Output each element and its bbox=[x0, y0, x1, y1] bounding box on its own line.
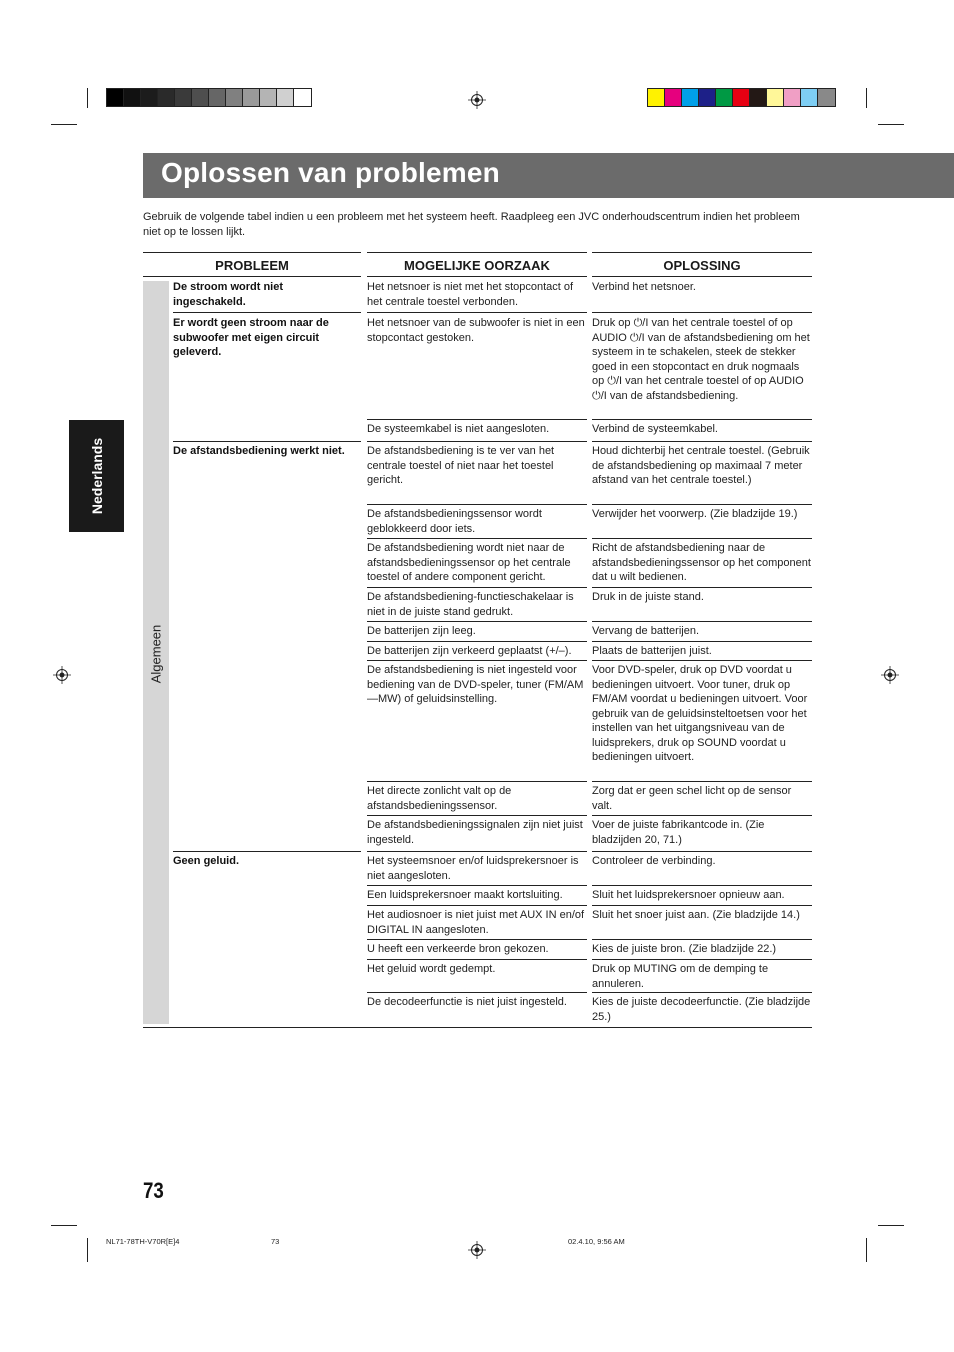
color-swatch bbox=[784, 89, 801, 106]
cause-cell: De systeemkabel is niet aangesloten. bbox=[367, 423, 550, 435]
cause-cell: Het netsnoer van de subwoofer is niet in een stopcontact gestoken. bbox=[367, 317, 585, 344]
page-title: Oplossen van problemen bbox=[161, 157, 500, 188]
registration-mark-icon bbox=[468, 91, 486, 109]
intro-text: Gebruik de volgende tabel indien u een probleem met het systeem heeft. Raadpleeg een JVC onderhoudscentrum indien het probleem niet op te lossen lijkt. bbox=[143, 211, 800, 238]
row-divider bbox=[592, 419, 812, 420]
cause-cell: Een luidsprekersnoer maakt kortsluiting. bbox=[367, 889, 563, 901]
solution-cell: Houd dichterbij het centrale toestel. (Gebruik de afstandsbediening op maximaal 7 meter afstand van het centrale toestel.) bbox=[592, 445, 810, 486]
color-swatch bbox=[699, 89, 716, 106]
solution-cell: Sluit het luidsprekersnoer opnieuw aan. bbox=[592, 889, 785, 901]
row-divider bbox=[367, 660, 587, 661]
category-label: Algemeen bbox=[148, 624, 164, 684]
cause-cell: De afstandsbediening wordt niet naar de afstandsbedieningssensor op het centrale toestel of andere component gericht. bbox=[367, 542, 571, 583]
row-divider bbox=[592, 851, 812, 852]
gray-swatch bbox=[294, 89, 311, 106]
cause-cell: De batterijen zijn verkeerd geplaatst (+/–). bbox=[367, 645, 572, 657]
crop-mark bbox=[87, 1238, 88, 1262]
row-divider bbox=[367, 312, 587, 313]
cause-cell: Het audiosnoer is niet juist met AUX IN en/of DIGITAL IN aangesloten. bbox=[367, 909, 585, 936]
problem-cell: De stroom wordt niet ingeschakeld. bbox=[173, 281, 284, 308]
table-bottom-rule bbox=[143, 1027, 812, 1028]
cause-cell: De batterijen zijn leeg. bbox=[367, 625, 476, 637]
page-number: 73 bbox=[143, 1178, 164, 1203]
solution-cell: Verbind het netsnoer. bbox=[592, 281, 696, 293]
crop-mark bbox=[51, 1225, 77, 1226]
gray-swatch bbox=[107, 89, 124, 106]
gray-swatch bbox=[192, 89, 209, 106]
crop-mark bbox=[878, 1225, 904, 1226]
solution-cell: Controleer de verbinding. bbox=[592, 855, 716, 867]
color-calibration-bar bbox=[647, 88, 836, 107]
gray-swatch bbox=[175, 89, 192, 106]
color-swatch bbox=[716, 89, 733, 106]
cause-cell: De afstandsbedieningssignalen zijn niet juist ingesteld. bbox=[367, 819, 583, 846]
row-divider bbox=[592, 441, 812, 442]
row-divider bbox=[367, 959, 587, 960]
category-strip bbox=[143, 281, 169, 1024]
gray-swatch bbox=[124, 89, 141, 106]
cause-cell: De afstandsbedieningssensor wordt geblokkeerd door iets. bbox=[367, 508, 542, 535]
problem-cell: Geen geluid. bbox=[173, 855, 240, 867]
solution-cell: Vervang de batterijen. bbox=[592, 625, 700, 637]
solution-cell: Voor DVD-speler, druk op DVD voordat u bedieningen uitvoert. Voor tuner, druk op FM/AM voordat u bedieningen uitvoert. Voor gebruik van de geluidsinsteltoetsen voor het instellen van het uitgangsniveau van de luidsprekers, druk op SOUND voordat u bedieningen uitvoert. bbox=[592, 664, 808, 763]
header-cause: MOGELIJKE OORZAAK bbox=[367, 252, 587, 277]
row-divider bbox=[367, 815, 587, 816]
gray-swatch bbox=[277, 89, 294, 106]
gray-swatch bbox=[260, 89, 277, 106]
cause-cell: De afstandsbediening-functieschakelaar is niet in de juiste stand gedrukt. bbox=[367, 591, 574, 618]
cause-cell: Het directe zonlicht valt op de afstandsbedieningssensor. bbox=[367, 785, 512, 812]
row-divider bbox=[592, 587, 812, 588]
row-divider bbox=[592, 781, 812, 782]
gray-swatch bbox=[158, 89, 175, 106]
row-divider bbox=[592, 905, 812, 906]
solution-cell: Druk in de juiste stand. bbox=[592, 591, 704, 603]
row-divider bbox=[367, 621, 587, 622]
registration-mark-icon bbox=[881, 666, 899, 684]
row-divider bbox=[367, 905, 587, 906]
row-divider bbox=[367, 641, 587, 642]
row-divider bbox=[592, 538, 812, 539]
registration-mark-icon bbox=[468, 1241, 486, 1259]
cause-cell: De decodeerfunctie is niet juist ingesteld. bbox=[367, 996, 567, 1008]
crop-mark bbox=[866, 1238, 867, 1262]
color-swatch bbox=[801, 89, 818, 106]
cause-cell: De afstandsbediening is niet ingesteld voor bediening van de DVD-speler, tuner (FM/AM—MW) of geluidsinstelling. bbox=[367, 664, 584, 705]
color-swatch bbox=[648, 89, 665, 106]
footer-page: 73 bbox=[271, 1237, 280, 1246]
crop-mark bbox=[51, 124, 77, 125]
crop-mark bbox=[87, 88, 88, 108]
solution-cell: Sluit het snoer juist aan. (Zie bladzijde 14.) bbox=[592, 909, 800, 921]
cause-cell: Het netsnoer is niet met het stopcontact of het centrale toestel verbonden. bbox=[367, 281, 574, 308]
solution-cell: Verwijder het voorwerp. (Zie bladzijde 19.) bbox=[592, 508, 798, 520]
language-tab-label: Nederlands bbox=[88, 437, 105, 515]
row-divider bbox=[367, 939, 587, 940]
solution-cell: Richt de afstandsbediening naar de afstandsbedieningssensor op het component dat u wilt bedienen. bbox=[592, 542, 811, 583]
row-divider bbox=[592, 992, 812, 993]
row-divider bbox=[367, 992, 587, 993]
color-swatch bbox=[818, 89, 835, 106]
solution-cell: Druk op ⏻/I van het centrale toestel of op AUDIO ⏻/I van de afstandsbediening om het systeem in te schakelen, steek de stekker goed in een stopcontact en druk nogmaals op ⏻/I van het centrale toestel of op AUDIO ⏻/I van de afstandsbediening. bbox=[592, 317, 810, 402]
row-divider bbox=[592, 939, 812, 940]
header-problem: PROBLEEM bbox=[143, 252, 361, 277]
group-divider bbox=[173, 312, 361, 313]
cause-cell: Het geluid wordt gedempt. bbox=[367, 963, 496, 975]
row-divider bbox=[592, 959, 812, 960]
row-divider bbox=[592, 312, 812, 313]
row-divider bbox=[592, 621, 812, 622]
solution-cell: Plaats de batterijen juist. bbox=[592, 645, 712, 657]
row-divider bbox=[592, 660, 812, 661]
group-divider bbox=[173, 441, 361, 442]
solution-cell: Kies de juiste decodeerfunctie. (Zie bladzijde 25.) bbox=[592, 996, 811, 1023]
crop-mark bbox=[878, 124, 904, 125]
row-divider bbox=[367, 885, 587, 886]
cause-cell: De afstandsbediening is te ver van het centrale toestel of niet naar het toestel gericht. bbox=[367, 445, 555, 486]
gray-calibration-bar bbox=[106, 88, 312, 107]
row-divider bbox=[592, 641, 812, 642]
color-swatch bbox=[665, 89, 682, 106]
color-swatch bbox=[733, 89, 750, 106]
row-divider bbox=[592, 504, 812, 505]
header-solution: OPLOSSING bbox=[592, 252, 812, 277]
cause-cell: Het systeemsnoer en/of luidsprekersnoer is niet aangesloten. bbox=[367, 855, 579, 882]
gray-swatch bbox=[243, 89, 260, 106]
solution-cell: Verbind de systeemkabel. bbox=[592, 423, 718, 435]
solution-cell: Zorg dat er geen schel licht op de sensor valt. bbox=[592, 785, 792, 812]
footer-code: NL71-78TH-V70R[E]4 bbox=[106, 1237, 180, 1246]
group-divider bbox=[173, 851, 361, 852]
color-swatch bbox=[682, 89, 699, 106]
problem-cell: De afstandsbediening werkt niet. bbox=[173, 445, 345, 457]
registration-mark-icon bbox=[53, 666, 71, 684]
solution-cell: Voer de juiste fabrikantcode in. (Zie bladzijden 20, 71.) bbox=[592, 819, 765, 846]
solution-cell: Druk op MUTING om de demping te annuleren. bbox=[592, 963, 769, 990]
gray-swatch bbox=[141, 89, 158, 106]
footer-date: 02.4.10, 9:56 AM bbox=[568, 1237, 625, 1246]
cause-cell: U heeft een verkeerde bron gekozen. bbox=[367, 943, 549, 955]
problem-cell: Er wordt geen stroom naar de subwoofer met eigen circuit geleverd. bbox=[173, 317, 329, 358]
row-divider bbox=[367, 851, 587, 852]
row-divider bbox=[592, 815, 812, 816]
row-divider bbox=[367, 587, 587, 588]
row-divider bbox=[367, 419, 587, 420]
title-bar bbox=[143, 153, 954, 198]
language-tab bbox=[69, 420, 124, 532]
color-swatch bbox=[750, 89, 767, 106]
gray-swatch bbox=[226, 89, 243, 106]
gray-swatch bbox=[209, 89, 226, 106]
color-swatch bbox=[767, 89, 784, 106]
row-divider bbox=[367, 504, 587, 505]
solution-cell: Kies de juiste bron. (Zie bladzijde 22.) bbox=[592, 943, 777, 955]
row-divider bbox=[367, 538, 587, 539]
row-divider bbox=[592, 885, 812, 886]
row-divider bbox=[367, 441, 587, 442]
row-divider bbox=[367, 781, 587, 782]
crop-mark bbox=[866, 88, 867, 108]
